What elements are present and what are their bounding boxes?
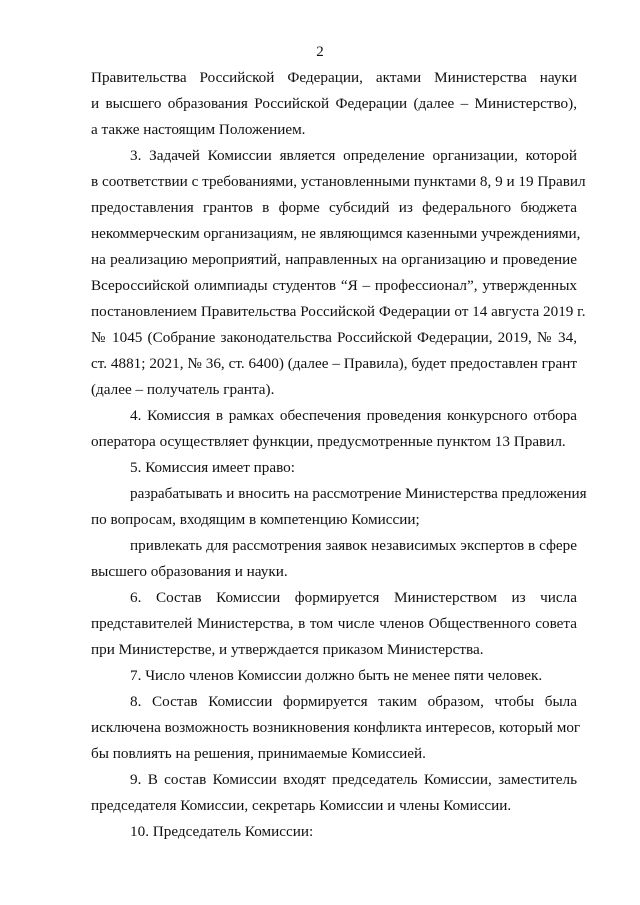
document-body [91,65,587,845]
text-line: а также настоящим Положением. [91,121,306,138]
text-line: разрабатывать и вносить на рассмотрение Министерства предложения [130,485,587,502]
text-line: исключена возможность возникновения конфликта интересов, который мог [91,719,581,736]
text-line: Правительства Российской Федерации, актами Министерства науки [91,69,577,86]
text-line: оператора осуществляет функции, предусмотренные пунктом 13 Правил. [91,433,566,450]
text-line: № 1045 (Собрание законодательства Российской Федерации, 2019, № 34, [91,329,577,346]
paragraph-p6 [91,585,577,663]
paragraph-p7 [91,663,577,689]
text-line: 9. В состав Комиссии входят председатель Комиссии, заместитель [130,771,577,788]
text-line: по вопросам, входящим в компетенцию Комиссии; [91,511,420,528]
paragraph-p8 [91,689,581,767]
paragraph-p5b [91,533,577,585]
paragraph-p4 [91,403,577,455]
text-line: постановлением Правительства Российской Федерации от 14 августа 2019 г. [91,303,586,320]
text-line: 8. Состав Комиссии формируется таким образом, чтобы была [130,693,577,710]
text-line: высшего образования и науки. [91,563,288,580]
text-line: привлекать для рассмотрения заявок независимых экспертов в сфере [130,537,577,554]
text-line: некоммерческим организациям, не являющимся казенными учреждениями, [91,225,581,242]
text-line: и высшего образования Российской Федерации (далее – Министерство), [91,95,577,112]
text-line: предоставления грантов в форме субсидий из федерального бюджета [91,199,577,216]
page-number: 2 [316,44,324,60]
text-line: председателя Комиссии, секретарь Комиссии и члены Комиссии. [91,797,512,814]
text-line: ст. 4881; 2021, № 36, ст. 6400) (далее – Правила), будет предоставлен грант [91,355,577,372]
paragraph-p9 [91,767,577,819]
text-line: 10. Председатель Комиссии: [130,823,314,840]
text-line: Всероссийской олимпиады студентов “Я – профессионал”, утвержденных [91,277,577,294]
text-line: (далее – получатель гранта). [91,381,275,398]
paragraph-p5 [91,455,577,481]
text-line: на реализацию мероприятий, направленных на организацию и проведение [91,251,577,268]
paragraph-p10 [91,819,577,845]
paragraph-p-cont [91,65,577,143]
paragraph-p5a [91,481,587,533]
paragraph-p3 [91,143,586,403]
text-line: 6. Состав Комиссии формируется Министерством из числа [130,589,577,606]
text-line: представителей Министерства, в том числе членов Общественного совета [91,615,577,632]
text-line: в соответствии с требованиями, установленными пунктами 8, 9 и 19 Правил [91,173,586,190]
text-line: 4. Комиссия в рамках обеспечения проведения конкурсного отбора [130,407,577,424]
text-line: 7. Число членов Комиссии должно быть не менее пяти человек. [130,667,543,684]
text-line: 5. Комиссия имеет право: [130,459,295,476]
text-line: бы повлиять на решения, принимаемые Комиссией. [91,745,426,762]
text-line: 3. Задачей Комиссии является определение организации, которой [130,147,577,164]
text-line: при Министерстве, и утверждается приказом Министерства. [91,641,484,658]
